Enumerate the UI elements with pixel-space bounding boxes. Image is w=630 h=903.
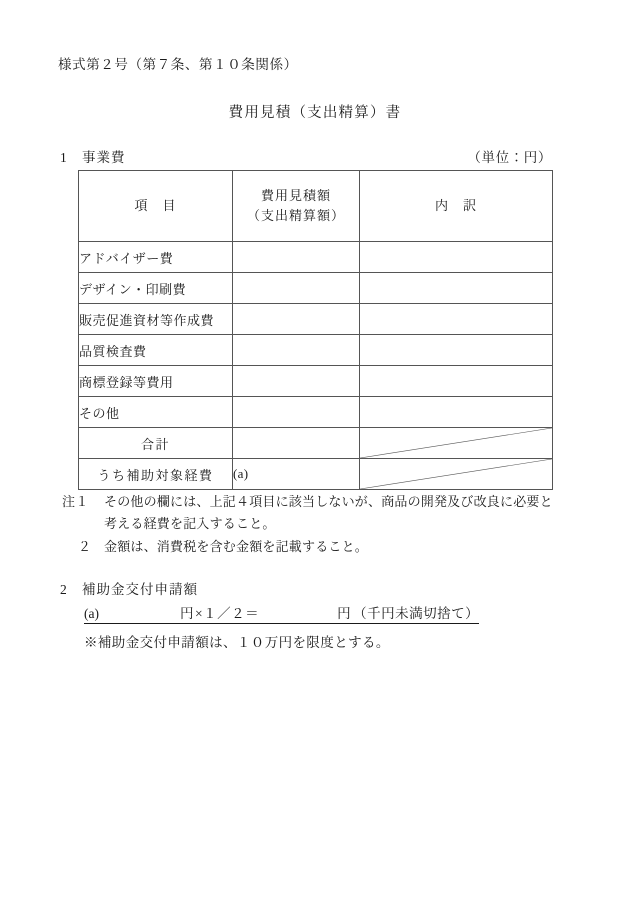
row-detail-design-printing[interactable] (360, 273, 553, 304)
row-label-other: その他 (79, 397, 233, 428)
row-detail-total-struck (360, 428, 553, 459)
row-detail-sales-promotion[interactable] (360, 304, 553, 335)
form-number: 様式第２号（第７条、第１０条関係） (58, 57, 298, 72)
cost-table (78, 170, 553, 490)
row-label-subsidy-eligible: うち補助対象経費 (79, 459, 233, 490)
note-item-1 (62, 491, 562, 536)
column-header-amount (233, 171, 360, 242)
section2-heading (60, 578, 198, 598)
calc-reference-a: (a) (84, 606, 99, 621)
calc-operator: ×１／２＝ (195, 606, 260, 621)
table-row (79, 242, 553, 273)
table-row (79, 273, 553, 304)
row-amount-trademark[interactable] (233, 366, 360, 397)
section2-number: 2 (60, 582, 67, 597)
row-amount-quality-inspection[interactable] (233, 335, 360, 366)
column-header-item: 項 目 (79, 171, 233, 242)
table-row-total (79, 428, 553, 459)
row-amount-total[interactable] (233, 428, 360, 459)
table-row (79, 397, 553, 428)
row-amount-advisor[interactable] (233, 242, 360, 273)
table-row (79, 366, 553, 397)
note-item-2 (62, 536, 562, 558)
notes-block (62, 491, 562, 558)
calc-yen-unit-1: 円 (180, 606, 194, 621)
section2-label: 補助金交付申請額 (82, 582, 198, 597)
row-detail-quality-inspection[interactable] (360, 335, 553, 366)
column-header-detail: 内 訳 (360, 171, 553, 242)
row-detail-advisor[interactable] (360, 242, 553, 273)
subsidy-calculation-line (84, 602, 479, 624)
row-detail-other[interactable] (360, 397, 553, 428)
section1-heading (60, 146, 552, 166)
unit-note: （単位：円） (467, 150, 552, 165)
note-text-2: 金額は、消費税を含む金額を記載すること。 (104, 538, 369, 554)
note-marker-2: ２ (78, 538, 92, 554)
calc-yen-unit-2: 円 (337, 606, 352, 621)
calculation-left-segment (84, 602, 259, 624)
note-marker-1: 注１ (62, 494, 90, 509)
row-label-total: 合計 (79, 428, 233, 459)
row-label-advisor: アドバイザー費 (79, 242, 233, 273)
column-header-amount-line2: （支出精算額） (246, 208, 345, 223)
table-row (79, 335, 553, 366)
column-header-amount-line1: 費用見積額 (260, 187, 331, 203)
row-detail-subsidy-struck (360, 459, 553, 490)
row-label-quality-inspection: 品質検査費 (79, 335, 233, 366)
section1-label: 事業費 (82, 150, 126, 165)
table-row-subsidy-eligible (79, 459, 553, 490)
row-amount-design-printing[interactable] (233, 273, 360, 304)
calculation-right-segment (259, 602, 479, 624)
row-label-design-printing: デザイン・印刷費 (79, 273, 233, 304)
row-detail-trademark[interactable] (360, 366, 553, 397)
document-title: 費用見積（支出精算）書 (228, 105, 402, 121)
subsidy-limit-note: ※補助金交付申請額は、１０万円を限度とする。 (84, 635, 390, 650)
row-amount-subsidy-eligible[interactable]: (a) (233, 459, 360, 490)
calc-rounding-note: （千円未満切捨て） (353, 606, 480, 621)
section1-number: 1 (60, 150, 67, 165)
section1-heading-left (60, 146, 126, 166)
row-label-sales-promotion: 販売促進資材等作成費 (79, 304, 233, 335)
note-text-1: その他の欄には、上記４項目に該当しないが、商品の開発及び改良に必要と考える経費を記入すること。 (104, 494, 553, 532)
table-header-row (79, 171, 553, 242)
table-row (79, 304, 553, 335)
row-amount-sales-promotion[interactable] (233, 304, 360, 335)
row-amount-other[interactable] (233, 397, 360, 428)
row-label-trademark: 商標登録等費用 (79, 366, 233, 397)
